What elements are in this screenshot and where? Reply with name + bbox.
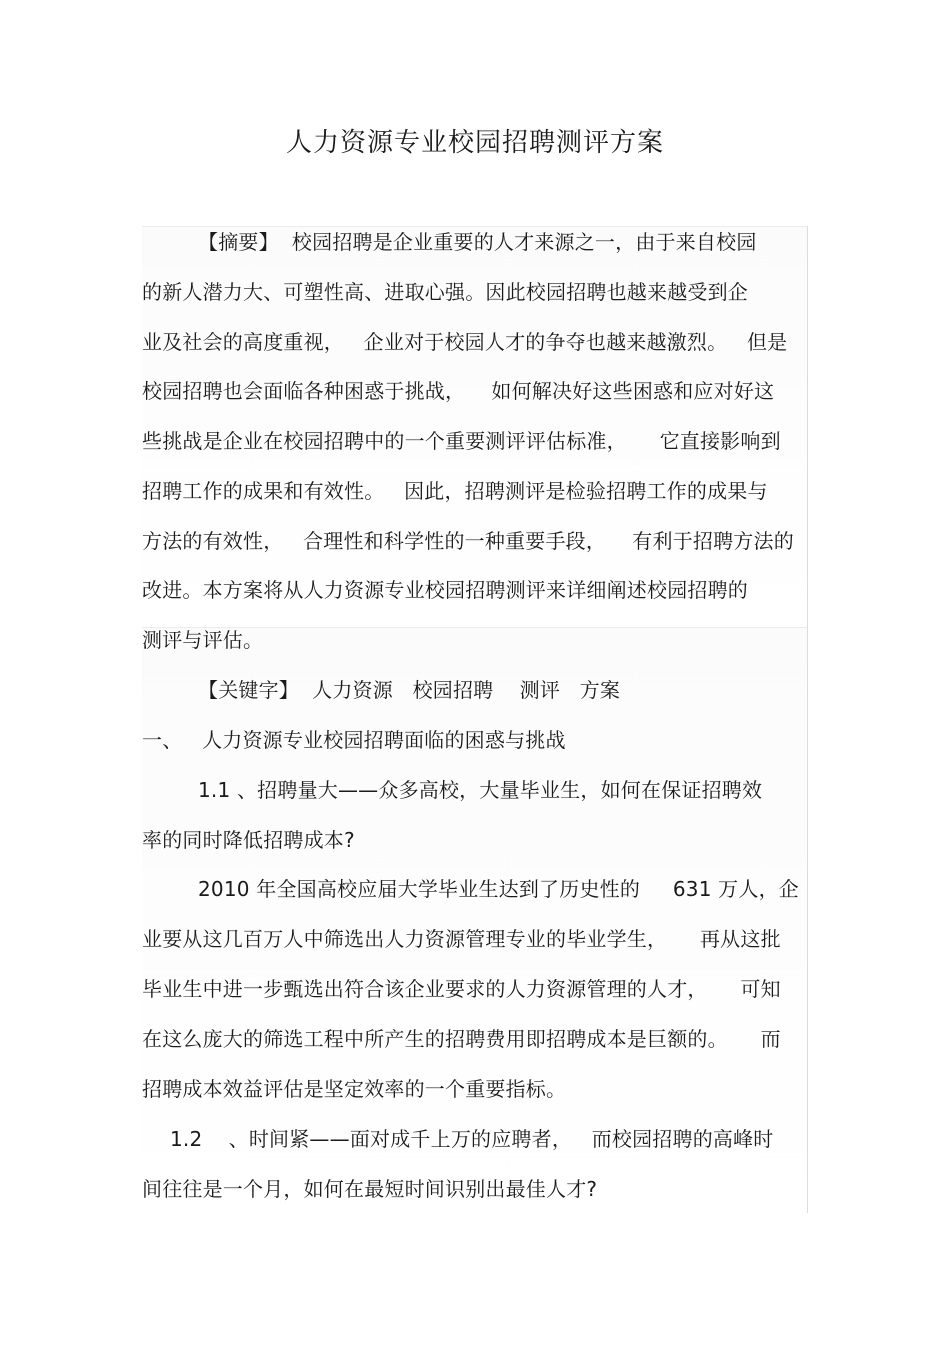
text-line: 2010 年全国高校应届大学毕业生达到了历史性的 631 万人，企: [198, 877, 799, 901]
text-line: 【摘要】 校园招聘是企业重要的人才来源之一，由于来自校园: [198, 230, 757, 254]
text-line: 些挑战是企业在校园招聘中的一个重要测评评估标准， 它直接影响到: [142, 429, 781, 453]
subsection-heading: 1.2 、时间紧——面对成千上万的应聘者， 而校园招聘的高峰时: [170, 1127, 774, 1151]
text-line: 间往往是一个月，如何在最短时间识别出最佳人才?: [142, 1177, 598, 1201]
text-line: 校园招聘也会面临各种困惑于挑战， 如何解决好这些困惑和应对好这: [142, 379, 775, 403]
text-line: 业及社会的高度重视， 企业对于校园人才的争夺也越来越激烈。 但是: [142, 330, 788, 354]
text-line: 方法的有效性， 合理性和科学性的一种重要手段， 有利于招聘方法的: [142, 529, 794, 553]
page-title: 人力资源专业校园招聘测评方案: [285, 128, 664, 158]
text-line: 业要从这几百万人中筛选出人力资源管理专业的毕业学生， 再从这批: [142, 927, 781, 951]
text-line: 的新人潜力大、可塑性高、进取心强。因此校园招聘也越来越受到企: [142, 280, 748, 304]
text-line: 招聘工作的成果和有效性。 因此，招聘测评是检验招聘工作的成果与: [142, 479, 768, 503]
text-line: 招聘成本效益评估是坚定效率的一个重要指标。: [142, 1077, 567, 1101]
text-line: 改进。本方案将从人力资源专业校园招聘测评来详细阐述校园招聘的: [142, 578, 748, 602]
section-heading: 一、 人力资源专业校园招聘面临的困惑与挑战: [142, 728, 566, 752]
text-line: 测评与评估。: [142, 628, 264, 652]
text-line: 在这么庞大的筛选工程中所产生的招聘费用即招聘成本是巨额的。 而: [142, 1027, 781, 1051]
keywords-line: 【关键字】 人力资源 校园招聘 测评 方案: [198, 678, 621, 702]
text-line: 率的同时降低招聘成本?: [142, 828, 355, 852]
subsection-heading: 1.1 、招聘量大——众多高校，大量毕业生，如何在保证招聘效: [198, 778, 763, 802]
text-line: 毕业生中进一步甄选出符合该企业要求的人力资源管理的人才， 可知: [142, 977, 781, 1001]
